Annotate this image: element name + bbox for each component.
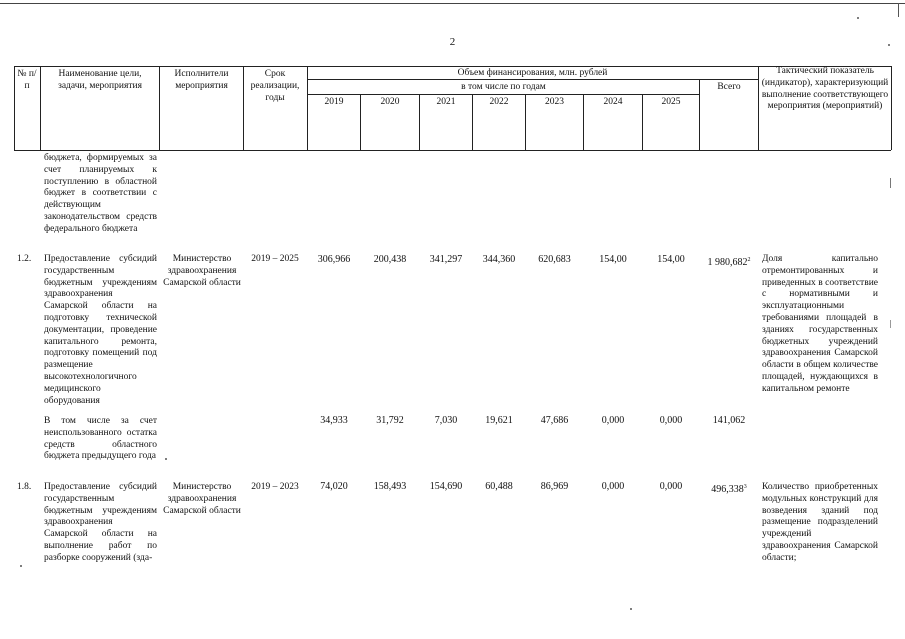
scan-dot [630, 608, 632, 610]
page-top-edge [0, 3, 905, 4]
value-2025: 0,000 [659, 481, 683, 492]
header-number: № п/п [17, 69, 37, 91]
scan-dot [165, 458, 167, 460]
header-years-rule [307, 94, 699, 95]
value-2022: 344,360 [482, 254, 516, 265]
page-right-edge [898, 3, 899, 17]
header-year: 2023 [545, 97, 564, 107]
value-total [700, 481, 758, 496]
header-year: 2019 [324, 97, 344, 107]
total-value-text: 1 980,682 [707, 257, 748, 268]
header-col-line [159, 66, 160, 150]
header-col-line [891, 66, 892, 150]
header-col-line [40, 66, 41, 150]
footnote-mark: 3 [743, 484, 747, 490]
scan-dot [857, 17, 859, 19]
header-by-year: в том числе по годам [461, 82, 546, 92]
value-2025: 154,00 [657, 254, 685, 265]
row-indicator: Доля капитально отремонтированных и приведенных в соответствие с нормативными и эксплуатационными требованиями площадей в зданиях государственных бюджетных учреждений здравоохранения Самарской области в общем количестве площадей, нуждающихся в капитальном ремонте [762, 254, 878, 394]
row-number: 1.8. [17, 482, 32, 492]
value-2025: 0,000 [659, 415, 683, 426]
header-col-line [699, 79, 700, 150]
header-term: Срок реализации, годы [250, 69, 300, 103]
value-2022: 19,621 [485, 415, 513, 426]
value-2024: 0,000 [601, 415, 625, 426]
scan-mark [890, 178, 891, 188]
row-term: 2019 – 2025 [251, 254, 299, 264]
header-executor: Исполнители мероприятия [174, 69, 229, 91]
value-2024: 154,00 [599, 254, 627, 265]
header-indicator: Тактический показатель (индикатор), характеризующий выполнение соответствующего мероприятия (мероприятий) [761, 66, 889, 112]
value-total [700, 415, 758, 427]
value-2022: 60,488 [485, 481, 513, 492]
header-year: 2020 [380, 97, 400, 107]
page-number: 2 [449, 36, 456, 48]
footnote-mark: 2 [747, 257, 751, 263]
header-total: Всего [717, 82, 741, 92]
value-2021: 341,297 [429, 254, 463, 265]
header-funding: Объем финансирования, млн. рублей [457, 68, 608, 78]
value-2020: 158,493 [373, 481, 407, 492]
value-2020: 200,438 [373, 254, 407, 265]
header-year: 2024 [603, 97, 623, 107]
header-bottom-rule [14, 150, 891, 151]
row-number: 1.2. [17, 254, 32, 264]
row-term: 2019 – 2023 [251, 482, 299, 492]
total-value-text: 496,338 [711, 484, 744, 495]
value-total [700, 254, 758, 269]
header-col-line [14, 66, 15, 150]
value-2020: 31,792 [376, 415, 404, 426]
header-name: Наименование цели, задачи, мероприятия [58, 69, 142, 91]
value-2019: 34,933 [320, 415, 348, 426]
row-name-including: В том числе за счет неиспользованного остатка средств областного бюджета предыдущего года [44, 416, 157, 462]
value-2021: 154,690 [429, 481, 463, 492]
row-executor: Министерство здравоохранения Самарской области [163, 254, 241, 288]
scan-dot [888, 44, 890, 46]
value-2023: 47,686 [540, 415, 569, 426]
header-year: 2022 [489, 97, 509, 107]
value-2023: 86,969 [540, 481, 569, 492]
row-name: Предоставление субсидий государственным бюджетным учреждениям здравоохранения Самарской области на выполнение работ по разборке сооружений (зда- [44, 482, 157, 563]
header-col-line [758, 66, 759, 150]
scan-mark [890, 320, 891, 328]
header-col-line [243, 66, 244, 150]
scan-dot [20, 565, 22, 567]
row-name: Предоставление субсидий государственным бюджетным учреждениям здравоохранения Самарской области на подготовку технической документации, проведение капитального ремонта, подготовку помещений под размещение высокотехнологичного медицинского оборудования [44, 254, 157, 406]
row-name-continuation: бюджета, формируемых за счет планируемых к поступлению в областной бюджет в соответствии с действующим законодательством средств федерального бюджета [44, 153, 157, 234]
value-2024: 0,000 [601, 481, 625, 492]
value-2019: 74,020 [320, 481, 348, 492]
header-year: 2021 [436, 97, 456, 107]
value-2019: 306,966 [317, 254, 351, 265]
total-value-text: 141,062 [712, 415, 746, 426]
value-2021: 7,030 [434, 415, 458, 426]
row-executor: Министерство здравоохранения Самарской области [163, 482, 241, 516]
row-indicator: Количество приобретенных модульных конструкций для возведения зданий под размещение подразделений учреждений здравоохранения Самарской области; [762, 482, 878, 563]
header-top-rule [14, 66, 891, 67]
header-year: 2025 [661, 97, 681, 107]
value-2023: 620,683 [538, 254, 571, 265]
